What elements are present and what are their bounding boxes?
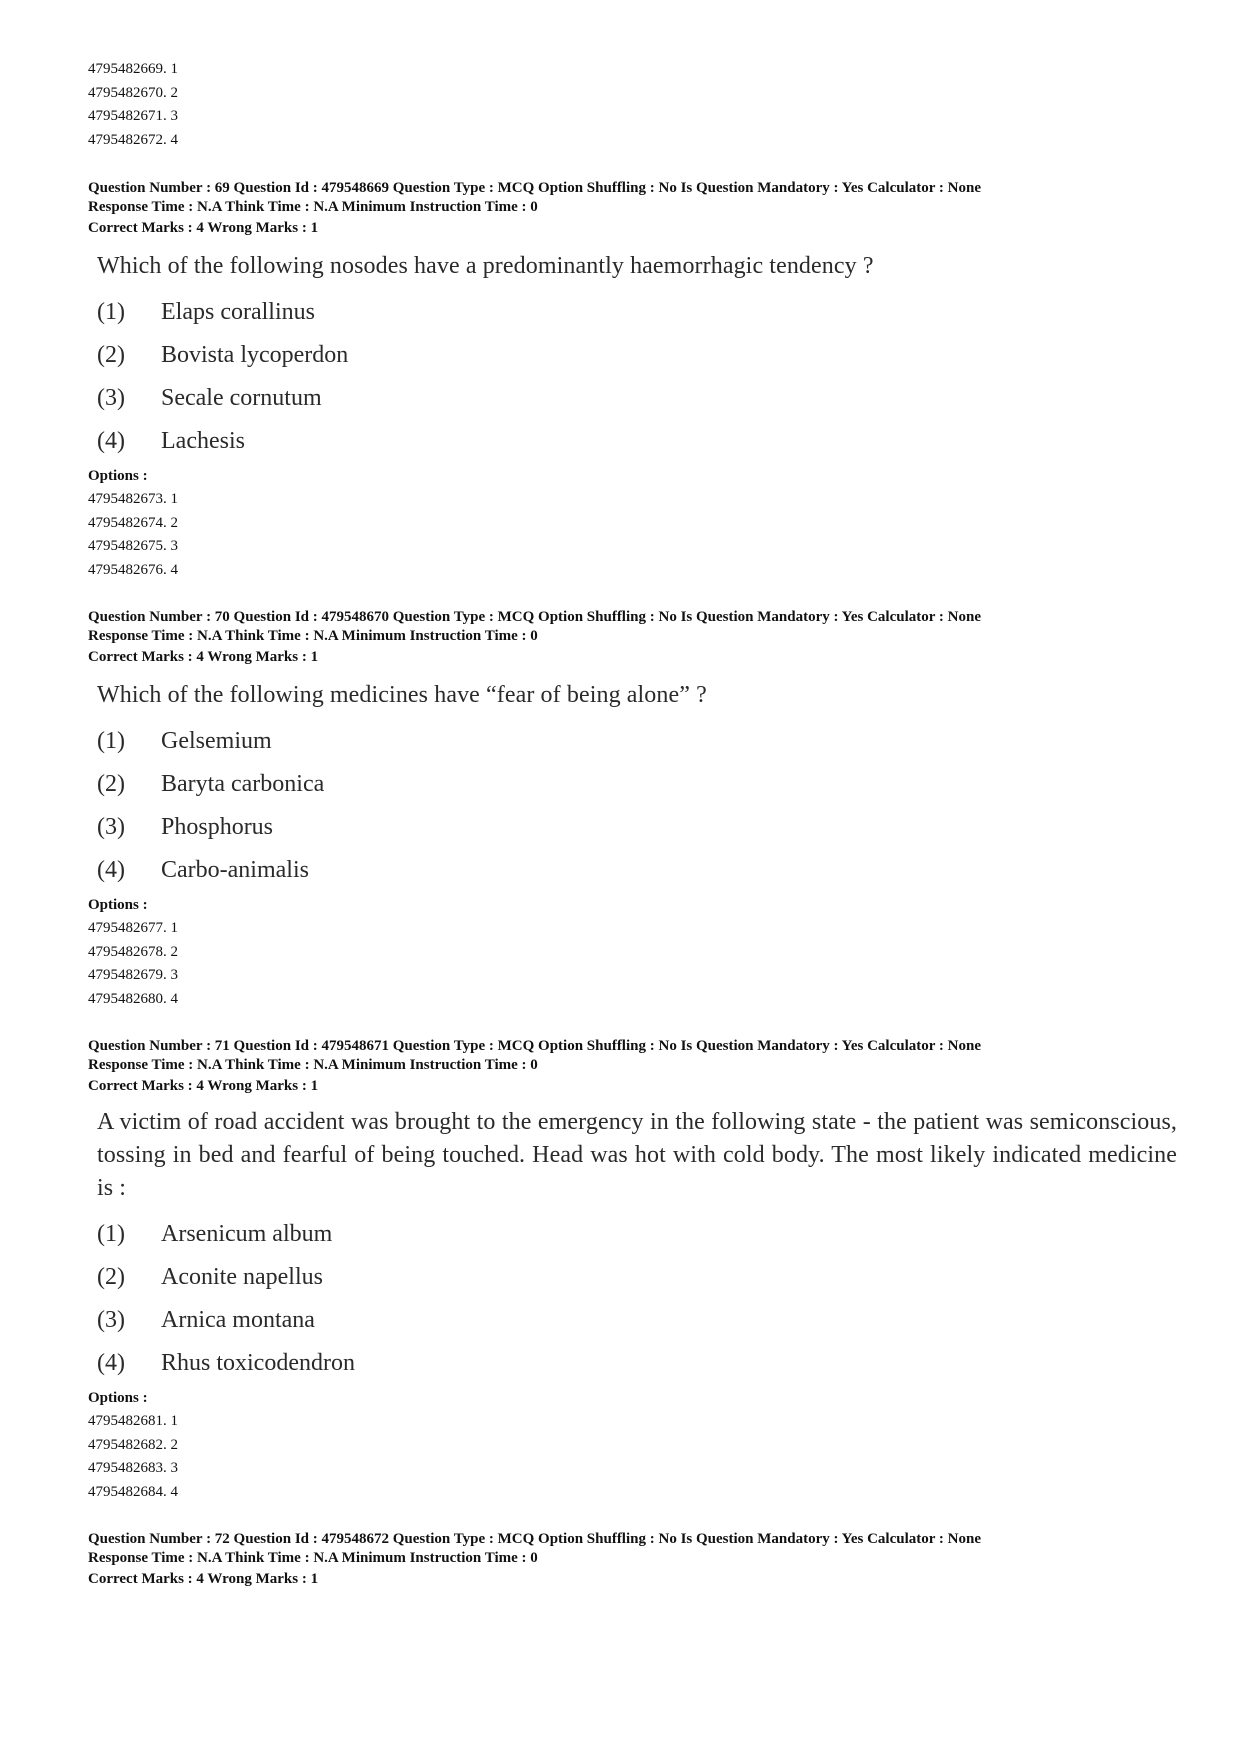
choice-label: Arnica montana (161, 1307, 315, 1333)
choice-label: Aconite napellus (161, 1264, 323, 1290)
question-text: A victim of road accident was brought to the emergency in the following state - the patient was semiconscious, tossing in bed and fearful of being touched. Head was hot with cold body. The most likely indicated medicine is : (97, 1109, 1177, 1201)
question-header: Question Number : 69 Question Id : 479548669 Question Type : MCQ Option Shuffling : No Is Question Mandatory : Yes Calculator : None (88, 180, 981, 196)
question-marks: Correct Marks : 4 Wrong Marks : 1 (88, 1078, 319, 1094)
question-text: Which of the following medicines have “fear of being alone” ? (97, 682, 707, 708)
question-timing: Response Time : N.A Think Time : N.A Minimum Instruction Time : 0 (88, 628, 538, 644)
options-heading: Options : (88, 1390, 148, 1406)
options-heading: Options : (88, 897, 148, 913)
option-id-line: 4795482671. 3 (88, 108, 178, 124)
answer-choice (97, 720, 1178, 763)
answer-choice (97, 763, 1178, 806)
option-id-line: 4795482681. 1 (88, 1413, 178, 1429)
option-id-line: 4795482682. 2 (88, 1436, 178, 1453)
question-header: Question Number : 72 Question Id : 479548672 Question Type : MCQ Option Shuffling : No Is Question Mandatory : Yes Calculator : None (88, 1531, 981, 1547)
choice-label: Carbo-animalis (161, 857, 309, 883)
choice-number: (4) (97, 1350, 125, 1376)
answer-choice (97, 377, 1178, 420)
choice-number: (3) (97, 814, 125, 840)
option-id-line: 4795482669. 1 (88, 61, 178, 77)
question-header: Question Number : 71 Question Id : 479548671 Question Type : MCQ Option Shuffling : No Is Question Mandatory : Yes Calculator : None (88, 1038, 981, 1054)
question-header: Question Number : 70 Question Id : 479548670 Question Type : MCQ Option Shuffling : No Is Question Mandatory : Yes Calculator : None (88, 609, 981, 625)
choice-number: (1) (97, 728, 125, 754)
choice-label: Bovista lycoperdon (161, 342, 349, 368)
question-marks: Correct Marks : 4 Wrong Marks : 1 (88, 220, 319, 236)
option-id-line: 4795482670. 2 (88, 84, 178, 101)
choice-number: (1) (97, 299, 125, 325)
answer-choice (97, 806, 1178, 849)
options-heading: Options : (88, 468, 148, 484)
choice-label: Phosphorus (161, 814, 274, 840)
choice-number: (1) (97, 1221, 125, 1247)
answer-choice (97, 849, 1178, 892)
question-text: Which of the following nosodes have a predominantly haemorrhagic tendency ? (97, 253, 874, 279)
choice-label: Baryta carbonica (161, 771, 325, 797)
answer-choice (97, 420, 1178, 463)
option-id-line: 4795482684. 4 (88, 1483, 178, 1500)
option-id-line: 4795482673. 1 (88, 491, 178, 507)
answer-choice (97, 1213, 1178, 1256)
question-block-69 (88, 179, 1178, 582)
question-timing: Response Time : N.A Think Time : N.A Minimum Instruction Time : 0 (88, 1550, 538, 1566)
question-timing: Response Time : N.A Think Time : N.A Minimum Instruction Time : 0 (88, 1057, 538, 1073)
question-block-72 (88, 1530, 1178, 1589)
option-id-line: 4795482677. 1 (88, 920, 178, 936)
option-id-line: 4795482679. 3 (88, 967, 178, 983)
question-meta (88, 1037, 1178, 1096)
option-id-line: 4795482683. 3 (88, 1460, 178, 1476)
choice-label: Elaps corallinus (161, 299, 315, 325)
question-meta (88, 1530, 1178, 1589)
option-id-line: 4795482678. 2 (88, 943, 178, 960)
choice-label: Secale cornutum (161, 385, 322, 411)
answer-choice (97, 1299, 1178, 1342)
question-block-71 (88, 1037, 1178, 1504)
choice-label: Arsenicum album (161, 1221, 333, 1247)
option-id-line: 4795482675. 3 (88, 538, 178, 554)
question-timing: Response Time : N.A Think Time : N.A Minimum Instruction Time : 0 (88, 199, 538, 215)
choice-number: (2) (97, 342, 125, 368)
choice-label: Gelsemium (161, 728, 272, 754)
question-meta (88, 179, 1178, 238)
question-meta (88, 608, 1178, 667)
choice-number: (2) (97, 771, 125, 797)
answer-choice (97, 1256, 1178, 1299)
option-id-line: 4795482676. 4 (88, 561, 178, 578)
option-id-line: 4795482680. 4 (88, 990, 178, 1007)
answer-choice (97, 1342, 1178, 1385)
answer-choice (97, 334, 1178, 377)
choice-number: (4) (97, 857, 125, 883)
question-marks: Correct Marks : 4 Wrong Marks : 1 (88, 649, 319, 665)
choice-number: (3) (97, 385, 125, 411)
question-block-70 (88, 608, 1178, 1011)
option-id-line: 4795482672. 4 (88, 131, 178, 148)
choice-number: (3) (97, 1307, 125, 1333)
previous-question-options (88, 58, 1178, 152)
choice-number: (2) (97, 1264, 125, 1290)
document-page (88, 58, 1178, 1615)
answer-choice (97, 291, 1178, 334)
choice-label: Lachesis (161, 428, 245, 454)
option-id-line: 4795482674. 2 (88, 514, 178, 531)
question-marks: Correct Marks : 4 Wrong Marks : 1 (88, 1571, 319, 1587)
choice-label: Rhus toxicodendron (161, 1350, 355, 1376)
choice-number: (4) (97, 428, 125, 454)
